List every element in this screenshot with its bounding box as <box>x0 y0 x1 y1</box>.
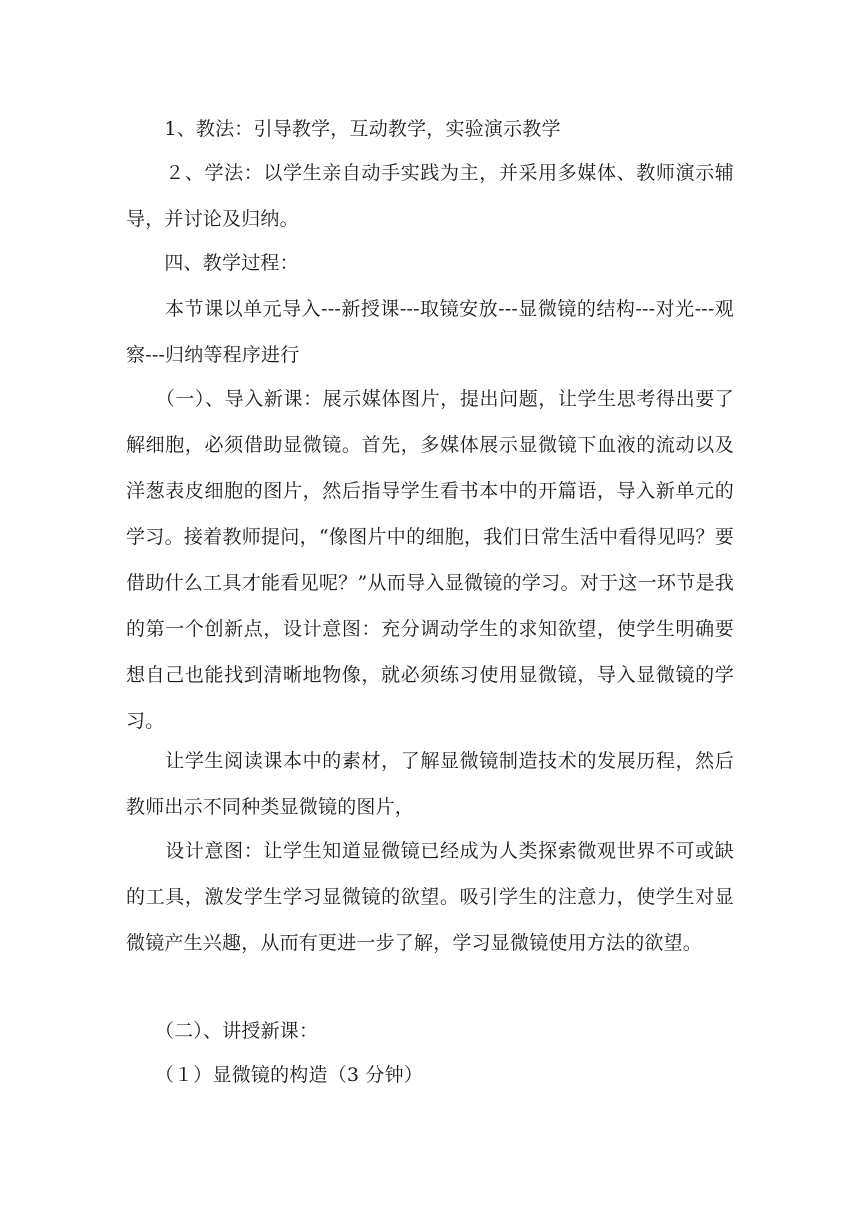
new-lesson-heading: （二）、讲授新课： <box>126 1020 319 1042</box>
lesson-sequence-paragraph: 本节课以单元导入---新授课---取镜安放---显微镜的结构---对光---观察---归纳等程序进行 <box>126 298 734 366</box>
microscope-structure-heading: （１）显微镜的构造（3 分钟） <box>126 1064 424 1086</box>
learning-method-paragraph: ２、学法：以学生亲自动手实践为主，并采用多媒体、教师演示辅导，并讨论及归纳。 <box>126 162 734 230</box>
design-intent-paragraph: 设计意图：让学生知道显微镜已经成为人类探索微观世界不可或缺的工具，激发学生学习显微镜的欲望。吸引学生的注意力，使学生对显微镜产生兴趣，从而有更进一步了解，学习显微镜使用方法的欲望。 <box>126 840 734 954</box>
teaching-method-paragraph: 1、教法：引导教学，互动教学，实验演示教学 <box>126 118 561 140</box>
reading-material-paragraph: 让学生阅读课本中的素材，了解显微镜制造技术的发展历程，然后教师出示不同种类显微镜的图片， <box>126 750 734 818</box>
teaching-process-heading: 四、教学过程： <box>126 252 299 274</box>
introduction-paragraph: （一）、导入新课：展示媒体图片，提出问题，让学生思考得出要了解细胞，必须借助显微镜。首先，多媒体展示显微镜下血液的流动以及洋葱表皮细胞的图片，然后指导学生看书本中的开篇语，导入新单元的学习。接着教师提问，“像图片中的细胞，我们日常生活中看得见吗？要借助什么工具才能看见呢？”从而导入显微镜的学习。对于这一环节是我的第一个创新点，设计意图：充分调动学生的求知欲望，使学生明确要想自己也能找到清晰地物像，就必须练习使用显微镜，导入显微镜的学习。 <box>126 388 734 732</box>
